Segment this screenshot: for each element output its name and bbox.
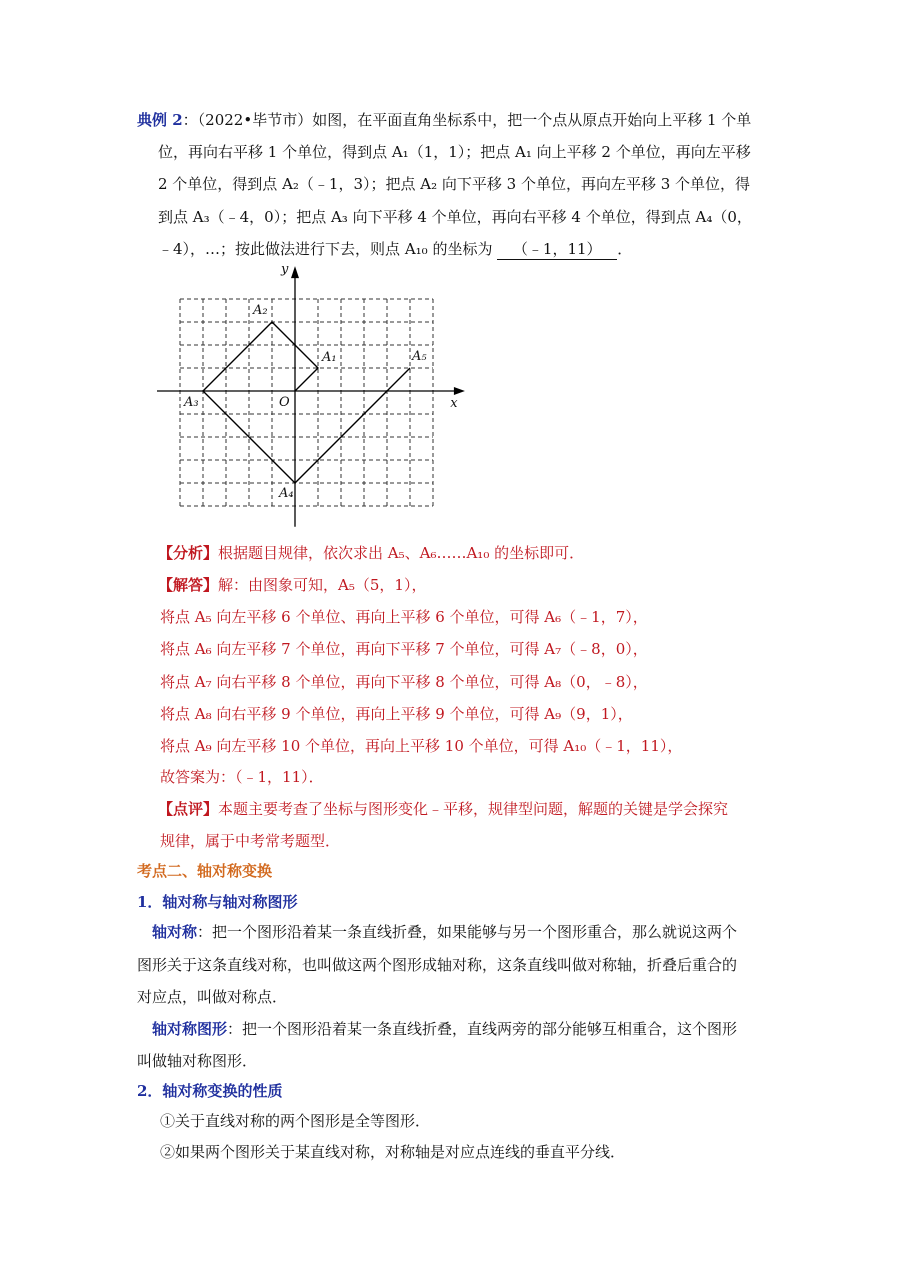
solution-step: 将点 A₅ 向左平移 6 个单位、再向上平移 6 个单位，可得 A₆（﹣1，7），	[160, 608, 648, 626]
example-line-4: 到点 A₃（﹣4，0）；把点 A₃ 向下平移 4 个单位，再向右平移 4 个单位，得到点 A₄（0，	[158, 208, 752, 226]
comment: 【点评】本题主要考查了坐标与图形变化﹣平移，规律型问题，解题的关键是学会探究	[158, 800, 729, 818]
def-line: 叫做轴对称图形．	[137, 1052, 258, 1070]
axes	[157, 266, 465, 527]
x-axis-label: x	[450, 396, 458, 411]
point-label: A₂	[253, 303, 268, 318]
point-label: A₃	[184, 395, 199, 410]
analysis-text: 根据题目规律，依次求出 A₅、A₆……A₁₀ 的坐标即可．	[218, 544, 585, 562]
def-term: 轴对称图形	[152, 1020, 228, 1038]
comment-line-2: 规律，属于中考常考题型．	[160, 832, 341, 850]
property-2: ②如果两个图形关于某直线对称，对称轴是对应点连线的垂直平分线．	[160, 1143, 626, 1161]
spiral-path	[203, 322, 410, 483]
solution-step: 将点 A₆ 向左平移 7 个单位，再向下平移 7 个单位，可得 A₇（﹣8，0），	[160, 640, 648, 658]
point-label: A₅	[412, 349, 427, 364]
grid	[180, 299, 433, 506]
example-line-2: 位，再向右平移 1 个单位，得到点 A₁（1，1）；把点 A₁ 向上平移 2 个单位，再向左平移	[158, 143, 751, 161]
solution-answer: 故答案为：（﹣1，11）．	[160, 768, 324, 786]
solution-step: 将点 A₈ 向右平移 9 个单位，再向上平移 9 个单位，可得 A₉（9，1），	[160, 705, 633, 723]
solution-tag: 【解答】	[158, 576, 219, 594]
example-label: 典例 2	[137, 111, 183, 129]
def-axial-symmetry: 轴对称：把一个图形沿着某一条直线折叠，如果能够与另一个图形重合，那么就说这两个	[152, 923, 738, 941]
example-source: ：（2022•毕节市）	[182, 111, 313, 129]
x-axis-arrow	[454, 387, 465, 395]
example-line-5: ﹣4），…；按此做法进行下去，则点 A₁₀ 的坐标为 （﹣1，11） ．	[158, 240, 633, 258]
analysis	[158, 543, 808, 563]
y-axis-label: y	[281, 262, 289, 278]
point-label: A₁	[322, 350, 337, 365]
def-line: 对应点，叫做对称点．	[137, 988, 288, 1006]
def-axial-figure: 轴对称图形：把一个图形沿着某一条直线折叠，直线两旁的部分能够互相重合，这个图形	[152, 1020, 738, 1038]
solution-first: 【解答】解：由图象可知，A₅（5，1），	[158, 576, 427, 594]
def-term: 轴对称	[152, 923, 198, 941]
property-1: ①关于直线对称的两个图形是全等图形．	[160, 1112, 431, 1130]
def-line: 图形关于这条直线对称，也叫做这两个图形成轴对称，这条直线叫做对称轴，折叠后重合的	[137, 956, 738, 974]
subsection-2-title: 2．轴对称变换的性质	[137, 1082, 283, 1100]
example-line-3: 2 个单位，得到点 A₂（﹣1，3）；把点 A₂ 向下平移 3 个单位，再向左平移 3 个单位，得	[158, 175, 751, 193]
solution-step: 将点 A₇ 向右平移 8 个单位，再向下平移 8 个单位，可得 A₈（0，﹣8），	[160, 673, 648, 691]
example-line-1: 典例 2：（2022•毕节市）如图，在平面直角坐标系中，把一个点从原点开始向上平移 1 个单	[137, 111, 752, 129]
answer-blank: （﹣1，11）	[497, 239, 617, 260]
origin-label: O	[279, 395, 290, 410]
spiral-polyline	[203, 322, 410, 483]
subsection-1-title: 1．轴对称与轴对称图形	[137, 893, 298, 911]
point-label: A₄	[279, 486, 294, 501]
analysis-tag: 【分析】	[158, 544, 219, 562]
figure-labels	[183, 262, 458, 501]
solution-step: 将点 A₉ 向左平移 10 个单位，再向上平移 10 个单位，可得 A₁₀（﹣1，11），	[160, 737, 683, 755]
y-axis-arrow	[291, 266, 299, 278]
comment-tag: 【点评】	[158, 800, 219, 818]
section-title: 考点二、轴对称变换	[137, 862, 273, 880]
